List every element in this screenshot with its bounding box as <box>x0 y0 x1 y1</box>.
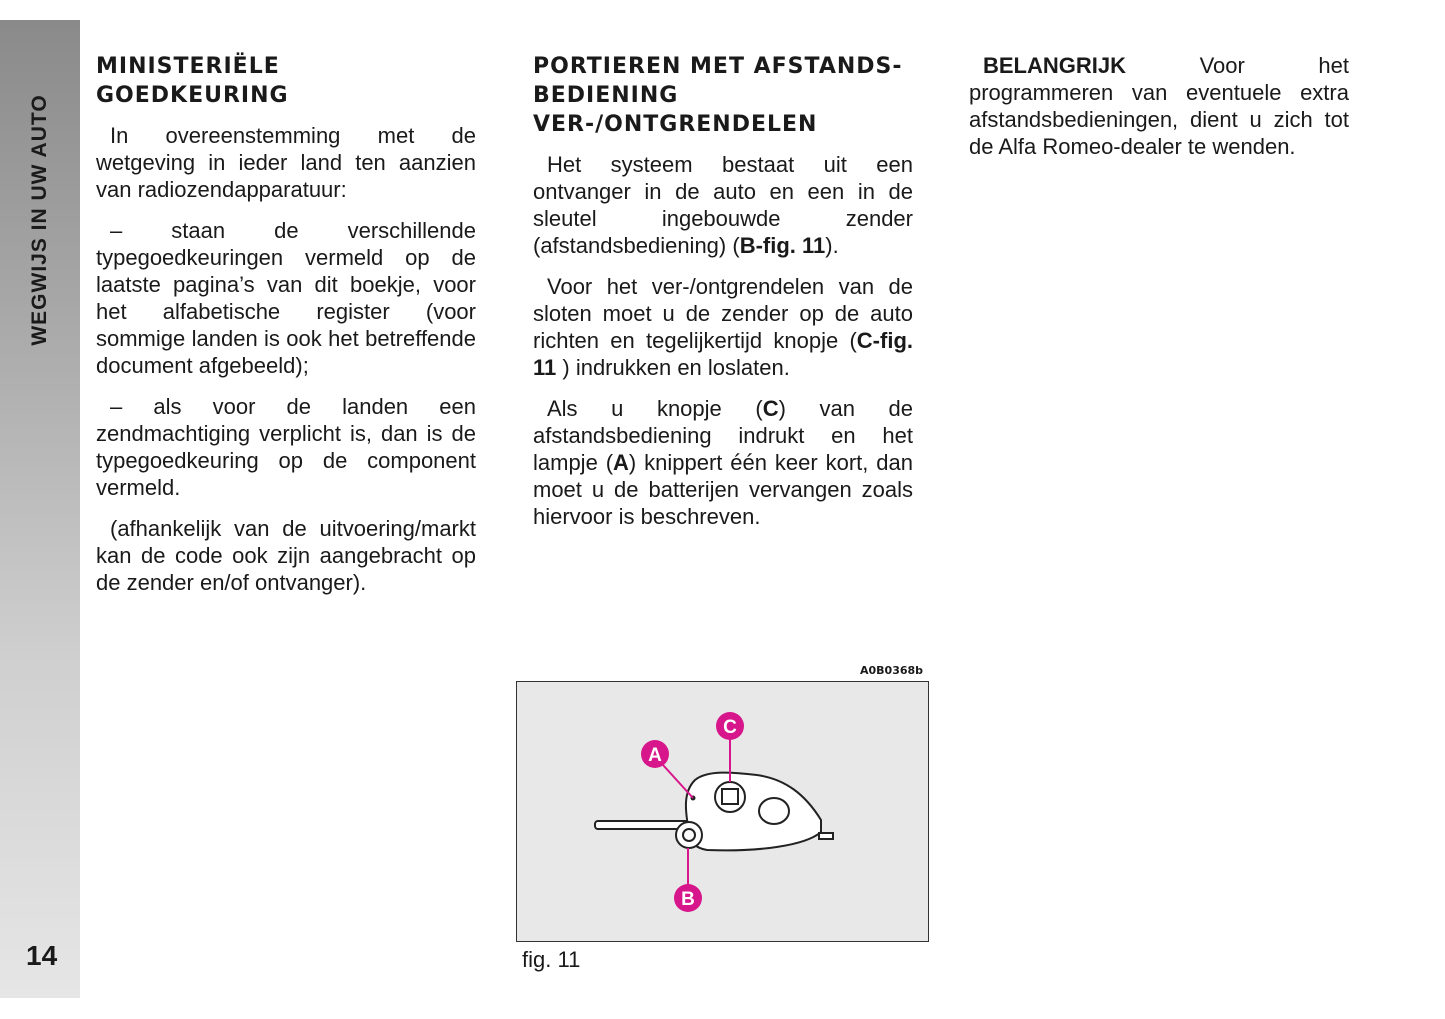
paragraph: (afhankelijk van de uitvoering/markt kan de code ook zijn aangebracht op de zender en/of ontvanger). <box>96 516 476 595</box>
text: ). <box>825 233 839 258</box>
page-number: 14 <box>26 940 58 971</box>
figure-code: A0B0368b <box>860 664 924 677</box>
text: Voor het programmeren van eventuele extra afstandsbedieningen, dient u zich tot de Alfa Romeo-dealer te wenden. <box>969 53 1349 159</box>
section-title: WEGWIJS IN UW AUTO <box>28 94 51 346</box>
callout-a <box>641 740 669 768</box>
text: Voor het ver-/ontgrendelen van de sloten moet u de zender op de auto richten en tegelijkertijd knopje ( <box>533 274 913 353</box>
heading-ministeriele-goedkeuring <box>96 52 476 110</box>
key-fob <box>686 773 821 851</box>
important-label: BELANGRIJK <box>983 53 1127 78</box>
heading-line: GOEDKEURING <box>96 83 289 108</box>
paragraph <box>533 273 913 381</box>
heading-line: PORTIEREN MET AFSTANDS- <box>533 54 903 79</box>
figure-11 <box>516 681 929 942</box>
callout-b <box>674 884 702 912</box>
fold-button-inner <box>683 829 695 841</box>
heading-portieren <box>533 52 913 139</box>
text: ) van de afstandsbediening indrukt en het lampje ( <box>533 396 913 475</box>
key-ring-tab <box>819 833 833 839</box>
callout-c <box>716 712 744 740</box>
paragraph: – staan de verschillende typegoedkeuringen vermeld op de laatste pagina’s van dit boekje, voor het alfabetische register (voor sommige landen is ook het betreffende document afgebeeld); <box>96 218 476 378</box>
important-note <box>969 52 1349 160</box>
figure-caption: fig. 11 <box>522 947 581 972</box>
lock-button-c <box>715 782 745 812</box>
remote-key-illustration <box>517 682 928 941</box>
leader-line-a <box>663 765 693 798</box>
sidebar <box>0 20 80 998</box>
text: Het systeem bestaat uit een ontvanger in de auto en een in de sleutel ingebouwde zender (afstandsbediening) ( <box>533 152 913 258</box>
key-blade <box>595 821 690 829</box>
figure-reference: B-fig. 11 <box>739 233 826 258</box>
callout-c-label: C <box>723 717 737 738</box>
callout-a-label: A <box>648 745 662 766</box>
paragraph: – als voor de landen een zendmachtiging verplicht is, dan is de typegoedkeuring op de component vermeld. <box>96 394 476 500</box>
heading-line: BEDIENING <box>533 83 679 108</box>
paragraph <box>533 395 913 530</box>
column-ministeriele-goedkeuring <box>96 52 476 610</box>
column-belangrijk <box>969 52 1349 174</box>
column-portieren-afstandsbediening <box>533 52 913 544</box>
heading-line: MINISTERIËLE <box>96 54 280 79</box>
callout-b-label: B <box>681 889 695 910</box>
paragraph <box>533 151 913 259</box>
text: Als u knopje ( <box>547 396 763 421</box>
figure-reference: C-fig. 11 <box>533 328 913 380</box>
label-reference: A <box>613 450 629 475</box>
text: ) indrukken en loslaten. <box>556 355 790 380</box>
heading-line: VER-/ONTGRENDELEN <box>533 112 818 137</box>
label-reference: C <box>762 396 779 421</box>
text: ) knippert één keer kort, dan moet u de batterijen vervangen zoals hiervoor is beschreven. <box>533 450 913 529</box>
alfa-logo-icon <box>759 798 789 824</box>
paragraph: In overeenstemming met de wetgeving in ieder land ten aanzien van radiozendapparatuur: <box>96 123 476 202</box>
